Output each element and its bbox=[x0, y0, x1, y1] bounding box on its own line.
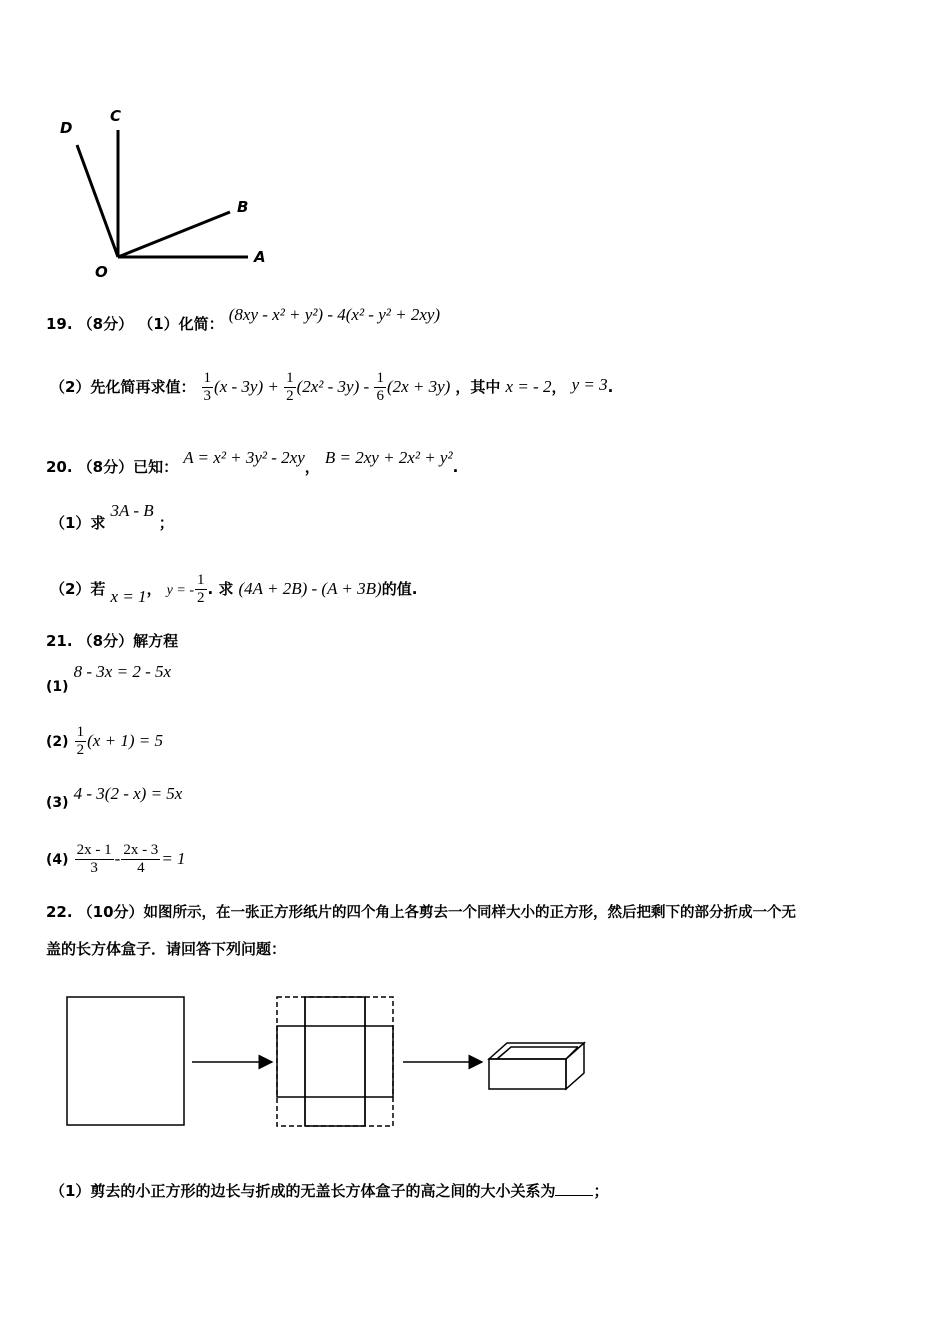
label-a: A bbox=[254, 248, 266, 266]
q20-expr-a: A = x² + 3y² - 2xy bbox=[183, 448, 305, 467]
q21-eq2-num: 1 bbox=[76, 724, 85, 740]
q21-title bbox=[46, 630, 178, 651]
answer-blank[interactable] bbox=[555, 1181, 593, 1196]
q21-number: 21. bbox=[46, 632, 73, 650]
q21-eq4-minus: - bbox=[114, 849, 121, 868]
q21-eq4 bbox=[46, 842, 186, 877]
open-box bbox=[489, 1043, 584, 1089]
box-folding-diagram bbox=[60, 990, 600, 1135]
q20-ask: . 求 bbox=[207, 580, 234, 598]
q21-eq2-rest: (x + 1) = 5 bbox=[87, 731, 163, 750]
q20-part2-sep: ， bbox=[146, 580, 162, 598]
cut-paper bbox=[277, 997, 393, 1126]
q20-part1-expr: 3A - B bbox=[110, 501, 154, 520]
q20-expr-b: B = 2xy + 2x² + y² bbox=[324, 448, 453, 467]
q22-number: 22. bbox=[46, 903, 73, 921]
q22-text-line2: 盖的长方体盒子．请回答下列问题： bbox=[46, 940, 287, 958]
q19-part1-label: （1）化简： bbox=[138, 315, 224, 333]
q20-y-num: 1 bbox=[197, 572, 205, 588]
q20-part2-expr: (4A + 2B) - (A + 3B) bbox=[238, 579, 382, 598]
q21-eq1-expr: 8 - 3x = 2 - 5x bbox=[73, 662, 172, 681]
q21-eq3-expr: 4 - 3(2 - x) = 5x bbox=[73, 784, 183, 803]
q19-y-value: y = 3 bbox=[571, 375, 608, 394]
q20-given bbox=[46, 448, 459, 477]
q20-part2-label: （2）若 bbox=[50, 580, 106, 598]
q21-eq4-den1: 3 bbox=[90, 860, 98, 876]
q20-number: 20. bbox=[46, 458, 73, 476]
q21-eq2 bbox=[46, 724, 163, 759]
q20-part1-label: （1）求 bbox=[50, 514, 106, 532]
q21-eq4-rest: = 1 bbox=[161, 849, 186, 868]
q19-part1 bbox=[46, 305, 441, 334]
ray-od bbox=[77, 145, 118, 257]
angle-figure bbox=[50, 100, 280, 285]
q20-part1 bbox=[50, 501, 174, 533]
q20-x-value: x = 1 bbox=[110, 587, 147, 606]
q19-x-value: x = - 2 bbox=[505, 377, 552, 396]
q20-y-prefix: y = - bbox=[166, 583, 194, 598]
q20-score: （8分） bbox=[77, 458, 134, 476]
q20-end: . bbox=[452, 458, 459, 476]
q19-part1-expr: (8xy - x² + y²) - 4(x² - y² + 2xy) bbox=[228, 305, 441, 324]
q19-condition-prefix: ，其中 bbox=[455, 378, 501, 396]
q21-eq1 bbox=[46, 662, 172, 695]
q19-sep: ， bbox=[551, 378, 567, 396]
q22-text-line1: 如图所示，在一张正方形纸片的四个角上各剪去一个同样大小的正方形，然后把剩下的部分折成一个无 bbox=[143, 905, 797, 921]
q22-line1 bbox=[46, 901, 796, 922]
q21-eq3-label: (3) bbox=[46, 795, 69, 811]
q21-eq4-den2: 4 bbox=[137, 860, 145, 876]
q21-eq4-label: (4) bbox=[46, 852, 69, 868]
q19-part2-label: （2）先化简再求值： bbox=[50, 378, 196, 396]
q19-score: （8分） bbox=[77, 315, 134, 333]
label-b: B bbox=[237, 198, 249, 216]
q19-part2: （2）先化简再求值： $\frac{1}{3}$ (x - 3y) + $\frac{1}{2}$ (2x² - 3y) - $\frac{1}{6}$ (2x + 3y) ，其中 x = - 2， y = 3. bbox=[50, 370, 614, 404]
q20-sep: ， bbox=[304, 458, 320, 476]
q21-eq2-label: (2) bbox=[46, 734, 69, 750]
ray-ob bbox=[118, 212, 230, 257]
q22-part1-text: （1）剪去的小正方形的边长与折成的无盖长方体盒子的高之间的大小关系为 bbox=[50, 1182, 556, 1200]
q22-part1 bbox=[50, 1180, 608, 1201]
q22-score: （10分） bbox=[77, 903, 144, 921]
q21-eq4-num1: 2x - 1 bbox=[76, 842, 112, 858]
q21-eq1-label: (1) bbox=[46, 679, 69, 695]
q20-part2 bbox=[50, 572, 417, 607]
q20-y-den: 2 bbox=[197, 590, 205, 606]
q20-part2-end: 的值. bbox=[381, 580, 418, 598]
q21-eq3 bbox=[46, 784, 183, 811]
q21-score: （8分） bbox=[77, 632, 134, 650]
q21-eq4-num2: 2x - 3 bbox=[123, 842, 159, 858]
q21-title-text: 解方程 bbox=[133, 632, 179, 650]
q20-part1-end: ； bbox=[158, 514, 174, 532]
label-c: C bbox=[110, 107, 122, 125]
square-paper bbox=[67, 997, 184, 1125]
q22-part1-end: ； bbox=[593, 1182, 609, 1200]
q19-number: 19. bbox=[46, 315, 73, 333]
label-o: O bbox=[95, 263, 108, 281]
label-d: D bbox=[60, 119, 73, 137]
q20-given-label: 已知： bbox=[133, 458, 179, 476]
q21-eq2-den: 2 bbox=[76, 742, 85, 758]
q19-end: . bbox=[607, 378, 614, 396]
